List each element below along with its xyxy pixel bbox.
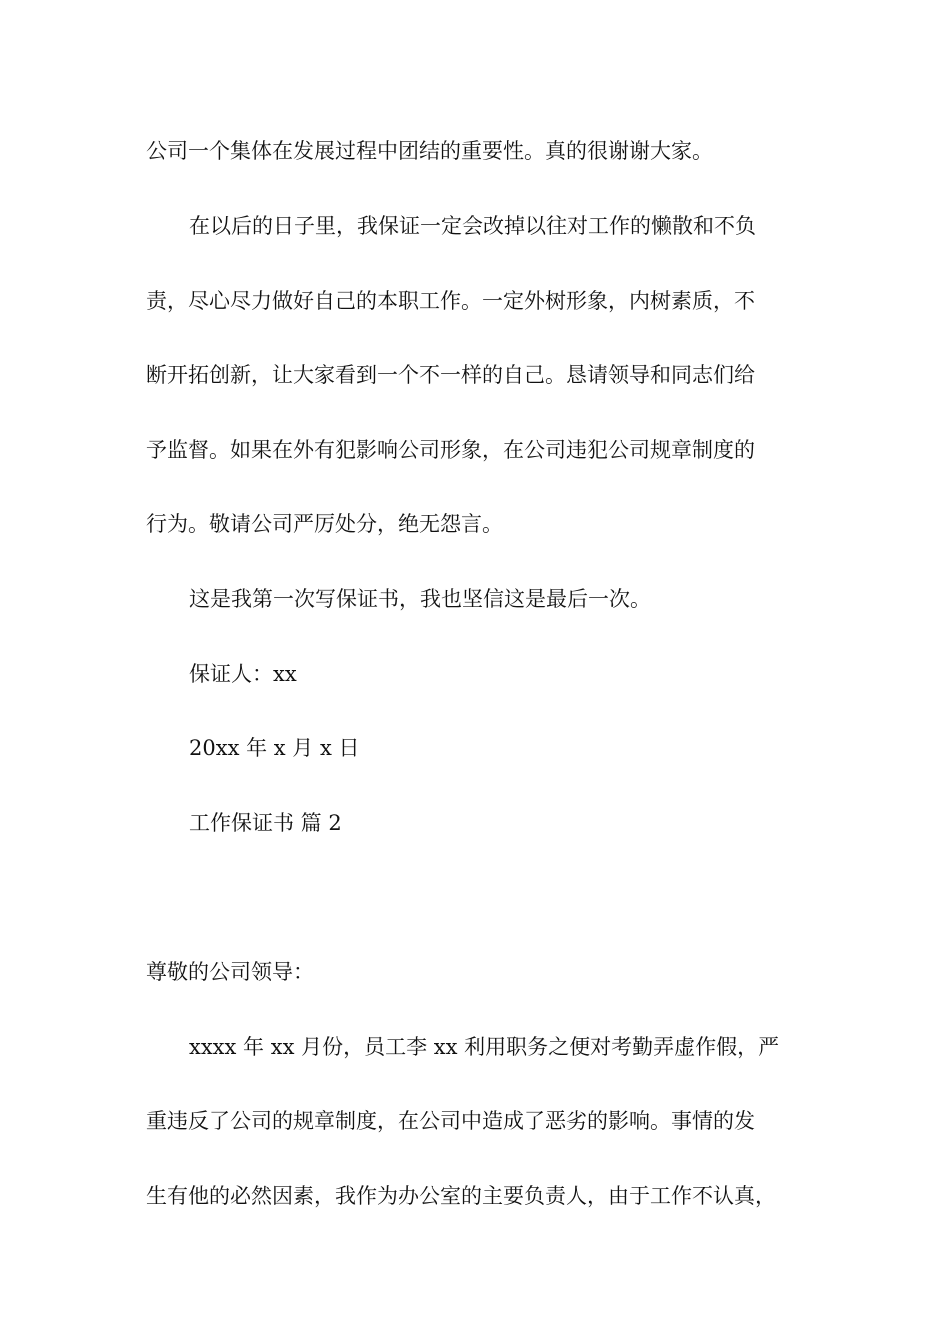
guarantor-line: 保证人：xx (189, 662, 297, 686)
paragraph-start-line: xxxx 年 xx 月份，员工李 xx 利用职务之便对考勤弄虚作假，严 (189, 1035, 780, 1059)
paragraph-start-line: 这是我第一次写保证书，我也坚信这是最后一次。 (189, 587, 651, 611)
text-line: 重违反了公司的规章制度，在公司中造成了恶劣的影响。事情的发 (146, 1109, 755, 1133)
text-line: 断开拓创新，让大家看到一个不一样的自己。恳请领导和同志们给 (146, 363, 755, 387)
text-line: 责，尽心尽力做好自己的本职工作。一定外树形象，内树素质，不 (146, 289, 755, 313)
text-line: 予监督。如果在外有犯影响公司形象，在公司违犯公司规章制度的 (146, 438, 755, 462)
text-line: 公司一个集体在发展过程中团结的重要性。真的很谢谢大家。 (146, 139, 713, 163)
text-line: 生有他的必然因素，我作为办公室的主要负责人，由于工作不认真， (146, 1184, 776, 1208)
text-line: 行为。敬请公司严厉处分，绝无怨言。 (146, 512, 503, 536)
section-heading: 工作保证书 篇 2 (189, 811, 342, 835)
date-line: 20xx 年 x 月 x 日 (189, 736, 360, 760)
salutation-line: 尊敬的公司领导： (146, 960, 314, 984)
paragraph-start-line: 在以后的日子里，我保证一定会改掉以往对工作的懒散和不负 (189, 214, 756, 238)
